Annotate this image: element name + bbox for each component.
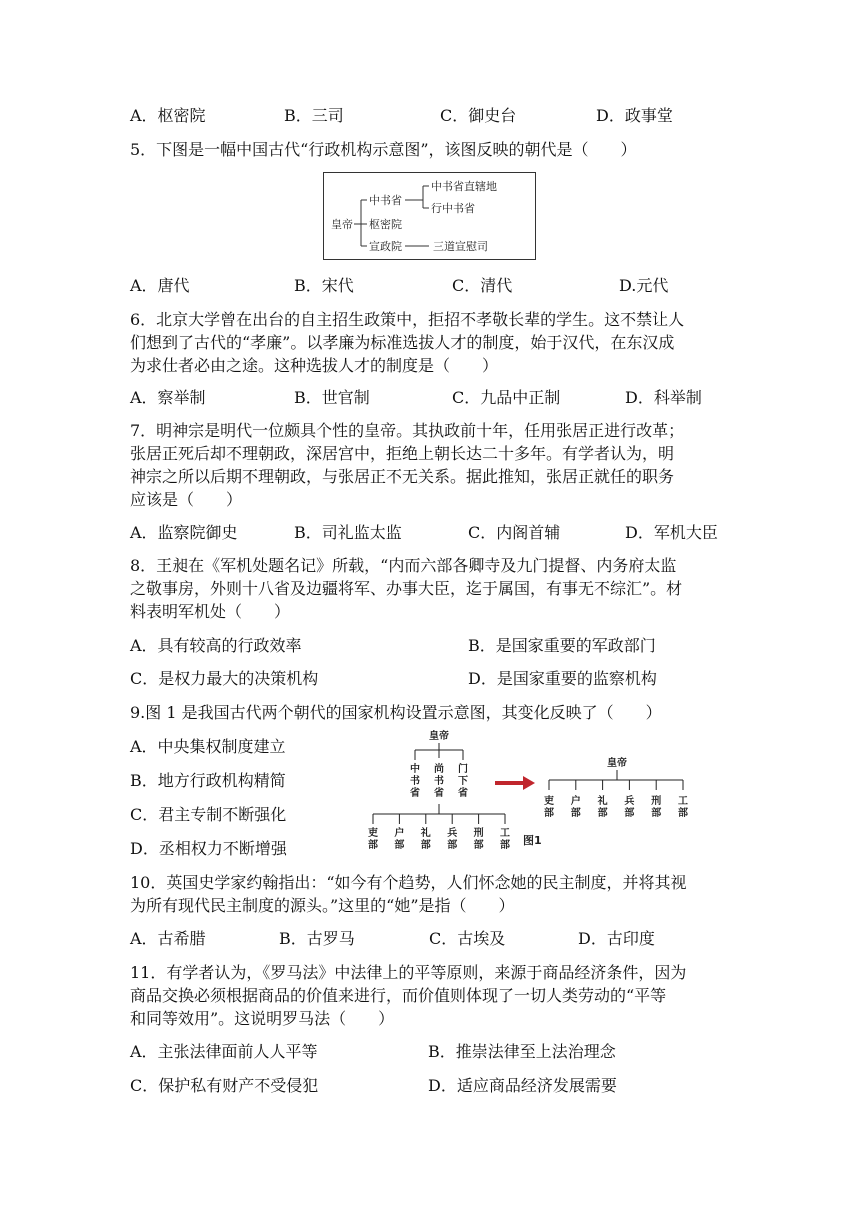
q9-right-bu-0: 吏部 xyxy=(544,796,554,819)
q5-sub-zhixiadi: 中书省直辖地 xyxy=(431,180,497,193)
q10-option-d[interactable]: D．古印度 xyxy=(578,929,655,948)
q9-stem: 9.图 1 是我国古代两个朝代的国家机构设置示意图，其变化反映了（ ） xyxy=(130,703,662,722)
q9-caption: 图1 xyxy=(523,834,542,847)
q11-option-a[interactable]: A．主张法律面前人人平等 xyxy=(130,1042,318,1061)
q7-option-d[interactable]: D．军机大臣 xyxy=(625,523,718,542)
q9-right-bu-2: 礼部 xyxy=(597,796,608,819)
q5-sub-xingsheng: 行中书省 xyxy=(431,202,475,215)
q7-line-1: 7．明神宗是明代一位颇具个性的皇帝。其执政前十年，任用张居正进行改革； xyxy=(130,421,685,440)
q6-option-a[interactable]: A．察举制 xyxy=(130,388,206,407)
q11-option-b[interactable]: B．推崇法律至上法治理念 xyxy=(428,1042,616,1061)
q10-line-2: 为所有现代民主制度的源头。”这里的“她”是指（ ） xyxy=(130,896,515,915)
q9-left-bu-1: 户部 xyxy=(394,828,405,851)
q5-branch-zhongshu: 中书省 xyxy=(369,194,402,207)
q9-option-d[interactable]: D．丞相权力不断增强 xyxy=(130,839,287,858)
q11-line-3: 和同等效用”。这说明罗马法（ ） xyxy=(130,1009,395,1028)
q7-line-4: 应该是（ ） xyxy=(130,490,243,509)
q10-line-1: 10．英国史学家约翰指出：“如今有个趋势，人们怀念她的民主制度，并将其视 xyxy=(130,873,687,892)
q9-left-root: 皇帝 xyxy=(429,731,449,742)
q4-option-a[interactable]: A．枢密院 xyxy=(130,106,206,125)
q10-option-a[interactable]: A．古希腊 xyxy=(130,929,206,948)
q8-option-d[interactable]: D．是国家重要的监察机构 xyxy=(468,669,657,688)
q7-option-c[interactable]: C．内阁首辅 xyxy=(468,523,561,542)
q5-root: 皇帝 xyxy=(331,218,353,231)
q9-right-bu-1: 户部 xyxy=(570,796,581,819)
q5-option-b[interactable]: B．宋代 xyxy=(294,276,354,295)
q9-left-sheng-2: 门下省 xyxy=(458,764,468,799)
q7-line-2: 张居正死后却不理朝政，深居宫中，拒绝上朝长达二十多年。有学者认为，明 xyxy=(130,444,675,463)
q9-right-bu-3: 兵部 xyxy=(624,796,635,819)
q8-option-c[interactable]: C．是权力最大的决策机构 xyxy=(130,669,319,688)
q9-option-b[interactable]: B．地方行政机构精简 xyxy=(130,771,286,790)
q7-option-a[interactable]: A．监察院御史 xyxy=(130,523,238,542)
q5-option-d[interactable]: D.元代 xyxy=(619,276,669,295)
q9-figure-svg xyxy=(365,726,695,856)
q9-figure xyxy=(365,726,695,856)
q8-option-b[interactable]: B．是国家重要的军政部门 xyxy=(468,636,656,655)
q9-option-a[interactable]: A．中央集权制度建立 xyxy=(130,737,286,756)
q5-branch-xuanzheng: 宣政院 xyxy=(369,240,402,253)
q5-option-c[interactable]: C．清代 xyxy=(452,276,513,295)
q5-option-a[interactable]: A．唐代 xyxy=(130,276,190,295)
q11-option-d[interactable]: D．适应商品经济发展需要 xyxy=(428,1076,617,1095)
q5-admin-diagram xyxy=(323,172,536,260)
q6-option-b[interactable]: B．世官制 xyxy=(294,388,370,407)
q4-option-d[interactable]: D．政事堂 xyxy=(596,106,673,125)
q6-option-c[interactable]: C．九品中正制 xyxy=(452,388,561,407)
q10-option-b[interactable]: B．古罗马 xyxy=(279,929,355,948)
q10-option-c[interactable]: C．古埃及 xyxy=(429,929,506,948)
q9-right-bu-4: 刑部 xyxy=(651,796,662,819)
q9-left-sheng-1: 尚书省 xyxy=(434,764,444,799)
q9-right-bu-5: 工部 xyxy=(678,796,688,819)
q5-stem: 5．下图是一幅中国古代“行政机构示意图”，该图反映的朝代是（ ） xyxy=(130,140,637,159)
q11-option-c[interactable]: C．保护私有财产不受侵犯 xyxy=(130,1076,319,1095)
q11-line-1: 11．有学者认为，《罗马法》中法律上的平等原则，来源于商品经济条件，因为 xyxy=(130,963,687,982)
q8-line-1: 8．王昶在《军机处题名记》所载，“内而六部各卿寺及九门提督、内务府太监 xyxy=(130,556,677,575)
q9-left-bu-4: 刑部 xyxy=(473,828,484,851)
q9-left-bu-3: 兵部 xyxy=(447,828,458,851)
q9-left-sheng-0: 中书省 xyxy=(410,764,420,799)
q6-option-d[interactable]: D．科举制 xyxy=(625,388,702,407)
q7-line-3: 神宗之所以后期不理朝政，与张居正不无关系。据此推知，张居正就任的职务 xyxy=(130,467,675,486)
q9-left-bu-5: 工部 xyxy=(500,828,510,851)
q8-option-a[interactable]: A．具有较高的行政效率 xyxy=(130,636,302,655)
q4-option-b[interactable]: B．三司 xyxy=(284,106,344,125)
q8-line-3: 料表明军机处（ ） xyxy=(130,602,291,621)
q9-option-c[interactable]: C．君主专制不断强化 xyxy=(130,805,287,824)
q9-left-bu-0: 吏部 xyxy=(368,828,378,851)
q6-line-1: 6．北京大学曾在出台的自主招生政策中，拒招不孝敬长辈的学生。这不禁让人 xyxy=(130,310,685,329)
q5-sub-xuanweisi: 三道宣慰司 xyxy=(433,240,488,253)
q11-line-2: 商品交换必须根据商品的价值来进行，而价值则体现了一切人类劳动的“平等 xyxy=(130,986,667,1005)
q6-line-2: 们想到了古代的“孝廉”。以孝廉为标准选拔人才的制度，始于汉代，在东汉成 xyxy=(130,333,675,352)
q6-line-3: 为求仕者必由之途。这种选拔人才的制度是（ ） xyxy=(130,356,499,375)
q8-line-2: 之敬事房，外则十八省及边疆将军、办事大臣，迄于属国，有事无不综汇”。材 xyxy=(130,579,683,598)
q5-branch-shumi: 枢密院 xyxy=(369,218,402,231)
q9-left-bu-2: 礼部 xyxy=(420,828,431,851)
q9-right-root: 皇帝 xyxy=(607,758,627,769)
q7-option-b[interactable]: B．司礼监太监 xyxy=(294,523,402,542)
q4-option-c[interactable]: C．御史台 xyxy=(440,106,517,125)
